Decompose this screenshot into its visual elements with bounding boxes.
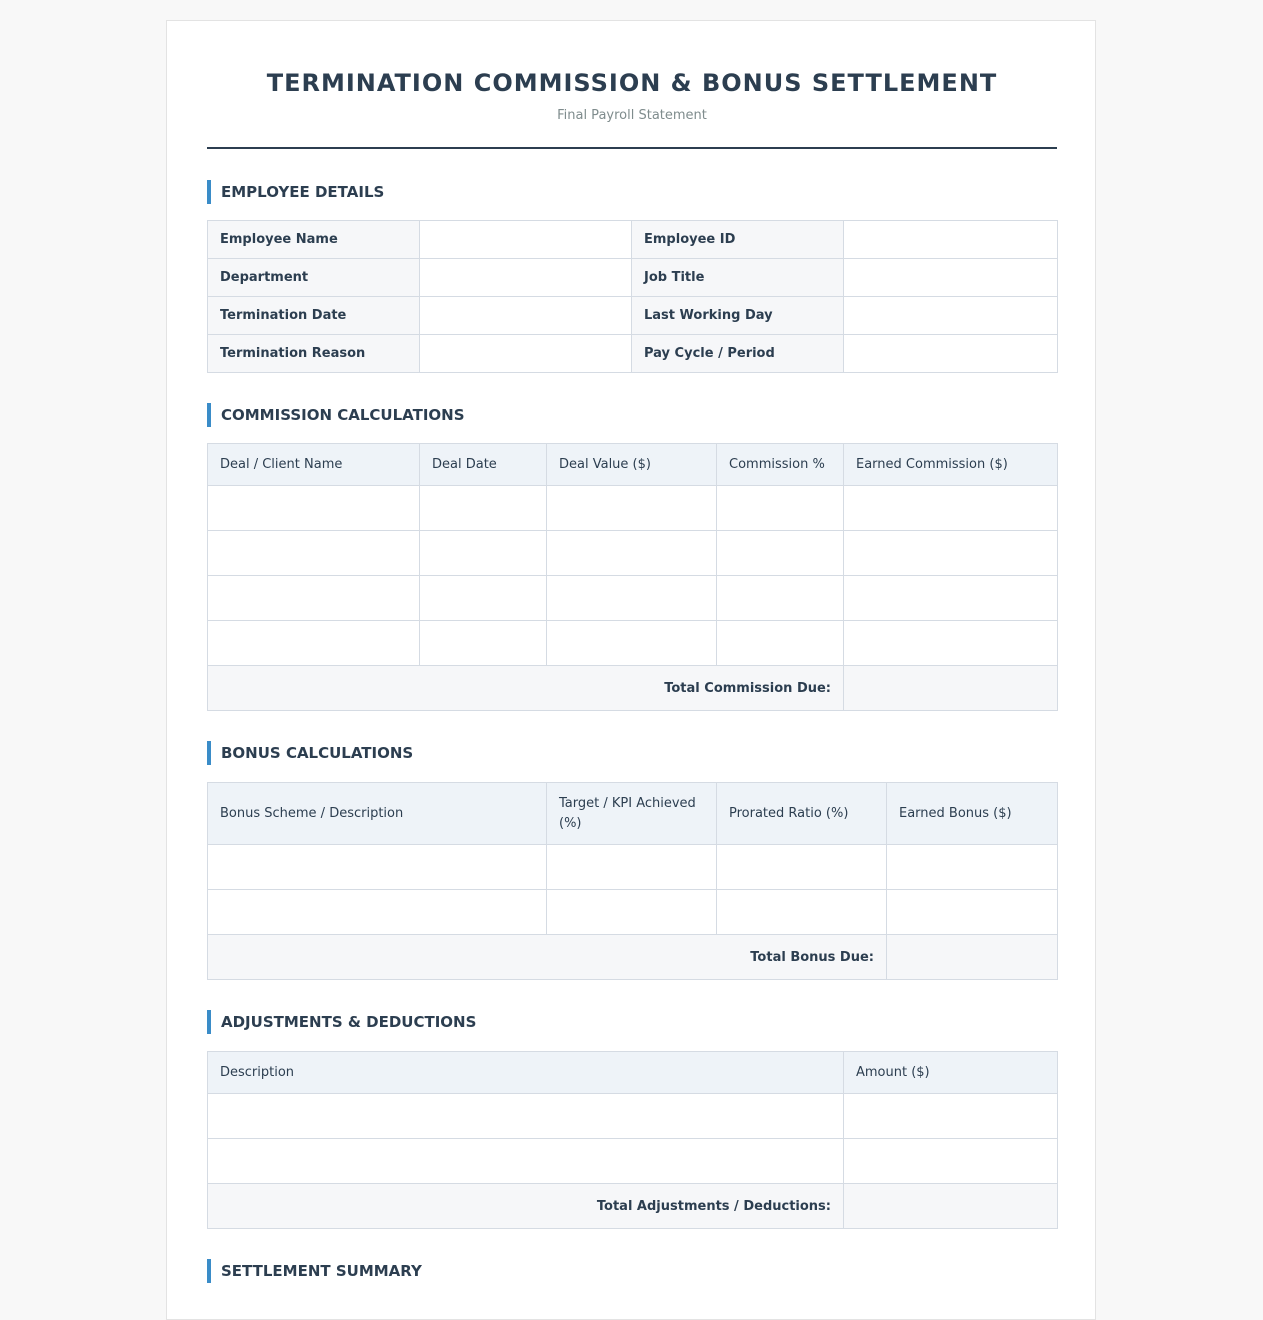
total-commission-label: Total Commission Due: <box>208 666 844 711</box>
table-row <box>208 1139 1058 1184</box>
column-header-commission-percent: Commission % <box>717 444 844 486</box>
table-row <box>208 890 1058 935</box>
column-header-deal-client-name: Deal / Client Name <box>208 444 420 486</box>
employee-details-table <box>207 220 1058 373</box>
field-label-job-title: Job Title <box>632 259 844 297</box>
field-department[interactable] <box>420 259 632 297</box>
table-cell[interactable] <box>420 576 547 621</box>
table-cell[interactable] <box>717 621 844 666</box>
table-cell[interactable] <box>844 531 1058 576</box>
table-cell[interactable] <box>844 1139 1058 1184</box>
field-label-last-working-day: Last Working Day <box>632 297 844 335</box>
column-header-deal-date: Deal Date <box>420 444 547 486</box>
document-page <box>166 20 1096 1320</box>
column-header-target-kpi: Target / KPI Achieved (%) <box>547 783 717 845</box>
table-cell[interactable] <box>717 576 844 621</box>
total-row <box>208 1184 1058 1229</box>
field-employee-name[interactable] <box>420 221 632 259</box>
table-cell[interactable] <box>208 486 420 531</box>
table-cell[interactable] <box>547 845 717 890</box>
section-heading-employee-details: EMPLOYEE DETAILS <box>207 180 384 204</box>
section-heading-commission: COMMISSION CALCULATIONS <box>207 403 465 427</box>
bonus-table <box>207 782 1058 980</box>
table-header-row <box>208 1052 1058 1094</box>
title-divider <box>207 147 1057 149</box>
total-row <box>208 666 1058 711</box>
section-heading-settlement-summary: SETTLEMENT SUMMARY <box>207 1259 422 1283</box>
commission-table <box>207 443 1058 711</box>
table-cell[interactable] <box>547 576 717 621</box>
table-cell[interactable] <box>844 576 1058 621</box>
table-cell[interactable] <box>717 486 844 531</box>
table-cell[interactable] <box>208 1094 844 1139</box>
table-cell[interactable] <box>547 531 717 576</box>
table-cell[interactable] <box>420 486 547 531</box>
total-commission-value[interactable] <box>844 666 1058 711</box>
section-heading-adjustments: ADJUSTMENTS & DEDUCTIONS <box>207 1010 476 1034</box>
table-cell[interactable] <box>547 621 717 666</box>
column-header-prorated-ratio: Prorated Ratio (%) <box>717 783 887 845</box>
field-termination-reason[interactable] <box>420 335 632 373</box>
table-cell[interactable] <box>844 1094 1058 1139</box>
table-row <box>208 576 1058 621</box>
field-label-pay-cycle: Pay Cycle / Period <box>632 335 844 373</box>
table-cell[interactable] <box>420 531 547 576</box>
table-row <box>208 221 1058 259</box>
table-cell[interactable] <box>420 621 547 666</box>
table-row <box>208 486 1058 531</box>
table-cell[interactable] <box>208 890 547 935</box>
column-header-deal-value: Deal Value ($) <box>547 444 717 486</box>
field-label-employee-name: Employee Name <box>208 221 420 259</box>
table-row <box>208 845 1058 890</box>
table-header-row <box>208 783 1058 845</box>
table-cell[interactable] <box>547 486 717 531</box>
column-header-earned-bonus: Earned Bonus ($) <box>887 783 1058 845</box>
table-cell[interactable] <box>844 486 1058 531</box>
field-termination-date[interactable] <box>420 297 632 335</box>
column-header-bonus-scheme: Bonus Scheme / Description <box>208 783 547 845</box>
table-cell[interactable] <box>208 576 420 621</box>
table-row <box>208 297 1058 335</box>
field-pay-cycle[interactable] <box>844 335 1058 373</box>
field-job-title[interactable] <box>844 259 1058 297</box>
field-label-department: Department <box>208 259 420 297</box>
table-cell[interactable] <box>208 531 420 576</box>
total-row <box>208 935 1058 980</box>
total-bonus-value[interactable] <box>887 935 1058 980</box>
document-subtitle: Final Payroll Statement <box>557 108 707 123</box>
section-heading-bonus: BONUS CALCULATIONS <box>207 741 413 765</box>
table-cell[interactable] <box>717 890 887 935</box>
column-header-amount: Amount ($) <box>844 1052 1058 1094</box>
field-label-termination-reason: Termination Reason <box>208 335 420 373</box>
table-cell[interactable] <box>717 531 844 576</box>
table-cell[interactable] <box>547 890 717 935</box>
table-cell[interactable] <box>208 621 420 666</box>
adjustments-table <box>207 1051 1058 1229</box>
table-header-row <box>208 444 1058 486</box>
table-cell[interactable] <box>844 621 1058 666</box>
table-row <box>208 335 1058 373</box>
table-row <box>208 259 1058 297</box>
table-cell[interactable] <box>208 1139 844 1184</box>
table-cell[interactable] <box>717 845 887 890</box>
field-label-employee-id: Employee ID <box>632 221 844 259</box>
column-header-description: Description <box>208 1052 844 1094</box>
table-cell[interactable] <box>887 890 1058 935</box>
field-employee-id[interactable] <box>844 221 1058 259</box>
total-adjustments-label: Total Adjustments / Deductions: <box>208 1184 844 1229</box>
table-row <box>208 1094 1058 1139</box>
total-adjustments-value[interactable] <box>844 1184 1058 1229</box>
field-last-working-day[interactable] <box>844 297 1058 335</box>
field-label-termination-date: Termination Date <box>208 297 420 335</box>
total-bonus-label: Total Bonus Due: <box>208 935 887 980</box>
document-title: TERMINATION COMMISSION & BONUS SETTLEMENT <box>266 69 998 97</box>
column-header-earned-commission: Earned Commission ($) <box>844 444 1058 486</box>
table-cell[interactable] <box>887 845 1058 890</box>
table-cell[interactable] <box>208 845 547 890</box>
table-row <box>208 531 1058 576</box>
table-row <box>208 621 1058 666</box>
